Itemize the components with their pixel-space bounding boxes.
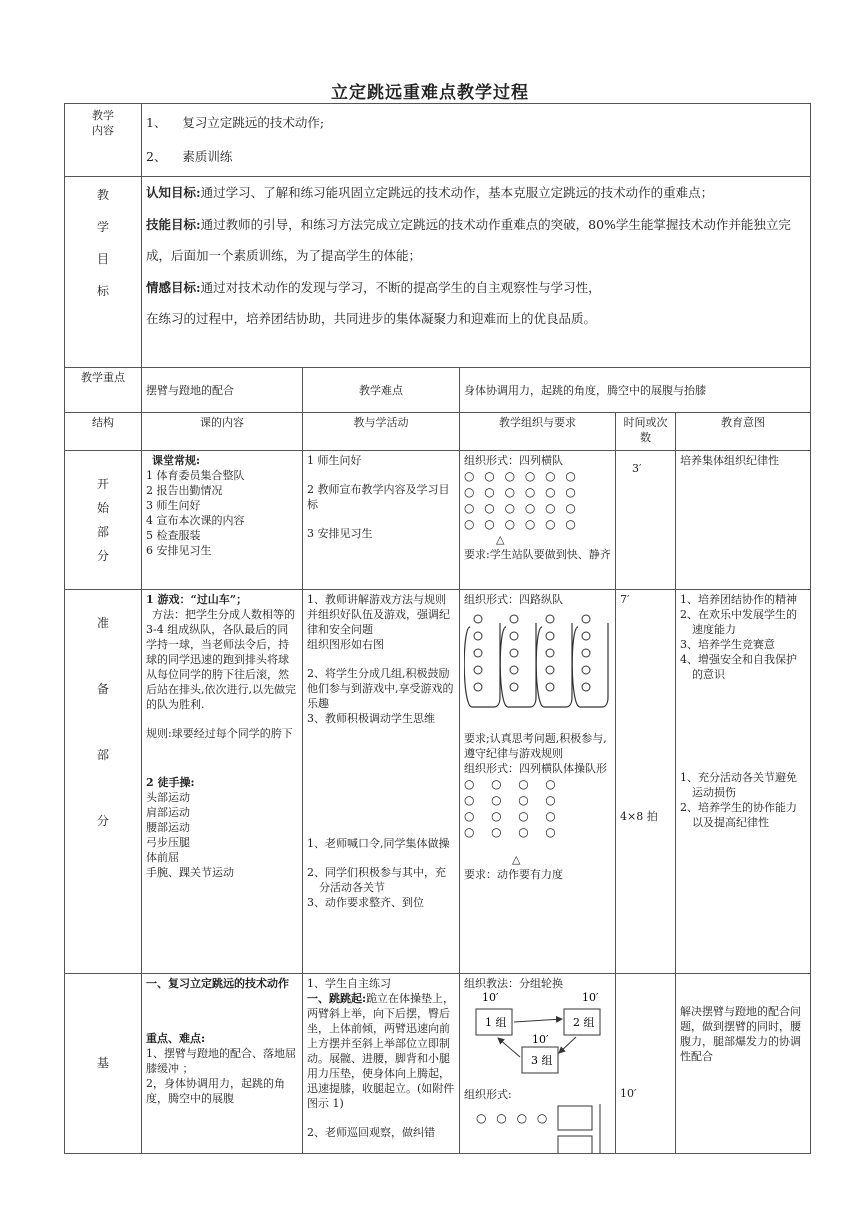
list-item: 2、培养学生的协作能力以及提高纪律性 [680, 801, 797, 829]
org-title-2: 组织形式: [464, 1088, 512, 1101]
rotation-time-2: 10′ [582, 991, 599, 1004]
game-method: 方法：把学生分成人数相等的 3-4 组成纵队，各队最后的同学持一球，当老师法令后，持球的同学迅速的跑到排头将球从每位同学的胯下往后滚，然后站在排头,依次进行,以先做完的队为胜利. [146, 608, 296, 711]
prep-label-4: 分 [96, 814, 109, 828]
prep-activities [303, 590, 460, 974]
formation-row: ○ ○ ○ ○ ○ ○ [464, 501, 579, 515]
list-item: 1、老师喊口令,同学集体做操 [307, 837, 450, 850]
goals-row [65, 177, 811, 368]
formation-row: ○ ○ ○ ○ ○ ○ [464, 517, 579, 531]
roller-coaster-loops [464, 623, 608, 707]
start-row [65, 451, 811, 590]
start-time [616, 451, 676, 590]
formation-row: ○ ○ ○ ○ [464, 777, 559, 791]
mat-2 [558, 1136, 592, 1154]
time-value-2: 4×8 拍 [620, 810, 658, 823]
rotation-diagram [464, 991, 610, 1083]
start-label [65, 451, 142, 590]
list-item: 2、同学们积极参与其中，充分活动各关节 [307, 866, 446, 894]
list-item: 1、充分活动各关节避免运动损伤 [680, 771, 797, 799]
start-label-1: 开 [96, 477, 109, 491]
teacher-marker: △ [496, 533, 505, 546]
page-title: 立定跳远重难点教学过程 [331, 83, 529, 103]
basic-activities [303, 974, 460, 1154]
difficulty-value: 身体协调用力，起跳的角度，腾空中的展腹与抬膝 [460, 368, 811, 413]
formation-row: ○ ○ ○ ○ [464, 809, 559, 823]
focus-value: 摆臂与蹬地的配合 [142, 368, 303, 413]
jump-exercise: 一、跳跳起:跪立在体操垫上，两臂斜上举，向下后摆，臀后坐，上体前倾，两臂迅速向前上方摆并至斜上举部位立即制动。展髋、进腰，脚背和小腿用力压垫，使身体向上腾起，迅速提膝，收腿起立。(如附件图示 1) [307, 992, 455, 1110]
list-item: 2、在欢乐中发展学生的速度能力 [680, 608, 797, 636]
basic-content [142, 974, 303, 1154]
basic-organization [460, 974, 616, 1154]
time-value: 3′ [632, 462, 642, 475]
org-requirement: 要求:学生站队要做到快、静齐 [464, 548, 611, 561]
list-item: 体前屈 [146, 851, 179, 864]
org-requirement-2: 要求：动作要有力度 [464, 868, 563, 881]
formation-row: ○ ○ ○ ○ [476, 1111, 551, 1125]
group-1-label: 1 组 [485, 1016, 507, 1029]
focus-row [65, 368, 811, 413]
start-organization [460, 451, 616, 590]
prep-label-2: 备 [96, 682, 109, 696]
game-rule: 规则:球要经过每个同学的胯下 [146, 727, 293, 740]
basic-label [65, 974, 142, 1154]
difficulty-label: 教学难点 [303, 368, 460, 413]
goals-label-4: 标 [96, 284, 109, 298]
basic-row [65, 974, 811, 1154]
basic-label-text: 基 [96, 1056, 109, 1071]
list-item: 3、动作要求整齐、到位 [307, 896, 424, 909]
list-item: 2、将学生分成几组,积极鼓励他们参与到游戏中,享受游戏的乐趣 [307, 667, 454, 710]
prep-time [616, 590, 676, 974]
focus-label: 教学重点 [65, 368, 142, 413]
formation-row: ○ ○ ○ ○ [464, 825, 559, 839]
routine-title: 课堂常规: [152, 454, 201, 467]
list-item: 1、教师讲解游戏方法与规则并组织好队伍及游戏，强调纪律和安全问题 [307, 593, 450, 636]
header-time: 时间或次数 [616, 413, 676, 451]
content-row [65, 104, 811, 177]
key-title: 重点、难点: [146, 1032, 206, 1045]
list-item: 3 师生问好 [146, 499, 201, 512]
list-item: 3 安排见习生 [307, 527, 373, 540]
arrow-2-to-3 [559, 1037, 576, 1053]
basic-content-title: 一、复习立定跳远的技术动作 [146, 977, 289, 990]
group-3-label: 3 组 [531, 1054, 553, 1067]
teacher-marker: △ [512, 853, 521, 866]
header-content: 课的内容 [142, 413, 303, 451]
content-item-2: 2、 素质训练 [146, 149, 233, 164]
prep-row [65, 590, 811, 974]
cognitive-goal: 认知目标:通过学习、了解和练习能巩固立定跳远的技术动作，基本克服立定跳远的技术动作的重难点； [146, 185, 714, 200]
list-item: 腰部运动 [146, 821, 190, 834]
content-item-1: 1、 复习立定跳远的技术动作; [146, 115, 325, 130]
routine-list [146, 468, 298, 558]
group-2-label: 2 组 [573, 1016, 595, 1029]
arrow-1-to-2 [514, 1019, 562, 1022]
header-organization: 教学组织与要求 [460, 413, 616, 451]
mat-diagram [556, 1104, 616, 1154]
start-label-3: 部 [96, 525, 109, 539]
goals-label [65, 177, 142, 368]
prep-content [142, 590, 303, 974]
list-item: 6 安排见习生 [146, 544, 212, 557]
list-item: 3、教师积极调动学生思维 [307, 712, 435, 725]
org-title: 组织形式：四列横队 [464, 454, 563, 467]
goals-text [142, 177, 811, 368]
game-title: 1 游戏：“过山车”； [146, 593, 248, 606]
list-item: 肩部运动 [146, 806, 190, 819]
gym-list [146, 790, 298, 880]
list-item: 1、摆臂与蹬地的配合、落地屈膝缓冲 ； [146, 1047, 296, 1075]
list-item: 2、老师巡回观察，做纠错 [307, 1126, 435, 1139]
emotion-goal-2: 在练习的过程中，培养团结协助，共同进步的集体凝聚力和迎难而上的优良品质。 [146, 311, 597, 326]
content-label-text: 教学 内容 [92, 109, 114, 137]
org-requirement: 要求;认真思考问题,积极参与,遵守纪律与游戏规则 [464, 732, 607, 760]
list-item: 1 体育委员集合整队 [146, 469, 245, 482]
header-structure: 结构 [65, 413, 142, 451]
start-label-4: 分 [96, 549, 109, 563]
rotation-time-1: 10′ [482, 991, 499, 1004]
lesson-table [64, 103, 811, 1154]
arrow-3-to-1 [498, 1038, 520, 1057]
list-item: 手腕、踝关节运动 [146, 866, 234, 879]
list-item: 1 师生问好 [307, 454, 362, 467]
list-item: 2 教师宣布教学内容及学习目标 [307, 483, 450, 511]
list-item: 2，身体协调用力，起跳的角度，腾空中的展腹 [146, 1077, 285, 1105]
list-item: 头部运动 [146, 791, 190, 804]
header-intent: 教育意图 [676, 413, 811, 451]
prep-intent [676, 590, 811, 974]
formation-row: ○ ○ ○ ○ ○ ○ [464, 485, 579, 499]
prep-label-3: 部 [96, 748, 109, 762]
start-content [142, 451, 303, 590]
goals-label-3: 目 [96, 252, 109, 266]
org-title: 组织教法：分组轮换 [464, 977, 563, 990]
list-item: 1、培养团结协作的精神 [680, 593, 797, 606]
intent-text: 解决摆臂与蹬地的配合问题，做到摆臂的同时，腰腹力，腿部爆发力的协调性配合 [680, 1005, 801, 1063]
gym-title: 2 徒手操: [146, 776, 195, 789]
list-item: 弓步压腿 [146, 836, 190, 849]
time-value: 7′ [620, 593, 630, 606]
start-label-2: 始 [96, 501, 109, 515]
goals-label-1: 教 [96, 188, 109, 202]
rotation-time-3: 10′ [532, 1033, 549, 1046]
emotion-goal: 情感目标:通过对技术动作的发现与学习，不断的提高学生的自主观察性与学习性， [146, 279, 601, 295]
basic-time [616, 974, 676, 1154]
mat-1 [558, 1106, 592, 1130]
list-item: 1、学生自主练习 [307, 977, 391, 990]
goals-label-2: 学 [96, 220, 109, 234]
list-item: 5 检查服装 [146, 529, 201, 542]
time-value: 10′ [620, 1087, 637, 1100]
formation-row: ○ ○ ○ ○ [464, 793, 559, 807]
header-activity: 教与学活动 [303, 413, 460, 451]
prep-organization [460, 590, 616, 974]
prep-label [65, 590, 142, 974]
org-title-2: 组织形式：四列横队体操队形 [464, 762, 607, 775]
org-title: 组织形式：四路纵队 [464, 593, 563, 606]
list-item: 4、增强安全和自我保护的意识 [680, 653, 797, 681]
list-item: 组织图形如右图 [307, 638, 384, 651]
list-item: 2 报告出勤情况 [146, 484, 223, 497]
list-item: 3、培养学生竞赛意 [680, 638, 775, 651]
start-intent: 培养集体组织纪律性 [676, 451, 811, 590]
basic-intent [676, 974, 811, 1154]
content-items [142, 104, 811, 177]
list-item: 4 宣布本次课的内容 [146, 514, 245, 527]
column-formation-diagram [464, 607, 610, 727]
formation-row: ○ ○ ○ ○ ○ ○ [464, 469, 579, 483]
content-label [65, 104, 142, 177]
start-activities [303, 451, 460, 590]
prep-label-1: 准 [96, 616, 109, 630]
skill-goal: 技能目标:通过教师的引导，和练习方法完成立定跳远的技术动作重难点的突破，80%学生能掌握技术动作并能独立完成，后面加一个素质训练，为了提高学生的体能； [146, 216, 791, 263]
header-row [65, 413, 811, 451]
